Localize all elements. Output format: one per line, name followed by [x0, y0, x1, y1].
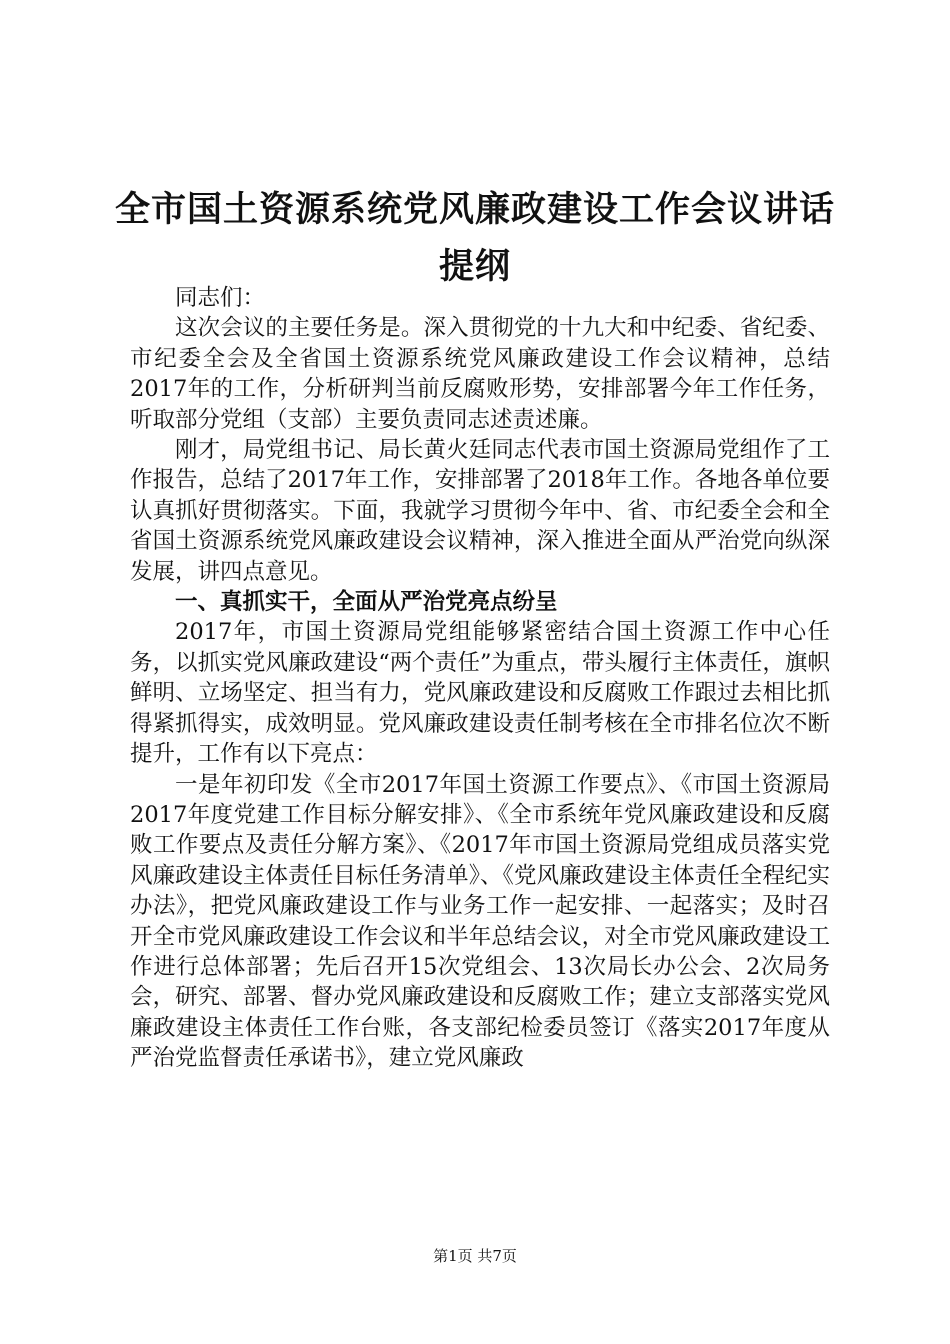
document-body [130, 283, 830, 1074]
page-footer: 第1页 共7页 [433, 1247, 517, 1265]
paragraph: 一是年初印发《全市2017年国土资源工作要点》、《市国土资源局2017年度党建工作目标分解安排》、《全市系统年党风廉政建设和反腐败工作要点及责任分解方案》、《2017年市国土资源局党组成员落实党风廉政建设主体责任目标任务清单》、《党风廉政建设主体责任全程纪实办法》，把党风廉政建设工作与业务工作一起安排、一起落实；及时召开全市党风廉政建设工作会议和半年总结会议，对全市党风廉政建设工作进行总体部署；先后召开15次党组会、13次局长办公会、2次局务会，研究、部署、督办党风廉政建设和反腐败工作；建立支部落实党风廉政建设主体责任工作台账，各支部纪检委员签订《落实2017年度从严治党监督责任承诺书》，建立党风廉政 [130, 771, 830, 1072]
paragraph: 刚才，局党组书记、局长黄火廷同志代表市国土资源局党组作了工作报告，总结了2017年工作，安排部署了2018年工作。各地各单位要认真抓好贯彻落实。下面，我就学习贯彻今年中、省、市纪委全会和全省国土资源系统党风廉政建设会议精神，深入推进全面从严治党向纵深发展，讲四点意见。 [130, 437, 830, 585]
paragraph: 这次会议的主要任务是。深入贯彻党的十九大和中纪委、省纪委、市纪委全会及全省国土资源系统党风廉政建设工作会议精神，总结2017年的工作，分析研判当前反腐败形势，安排部署今年工作任务，听取部分党组（支部）主要负责同志述责述廉。 [130, 315, 830, 433]
document-title-line-2: 提纲 [438, 247, 511, 287]
section-heading: 一、真抓实干，全面从严治党亮点纷呈 [175, 589, 558, 616]
paragraph: 2017年，市国土资源局党组能够紧密结合国土资源工作中心任务，以抓实党风廉政建设“两个责任”为重点，带头履行主体责任，旗帜鲜明、立场坚定、担当有力，党风廉政建设和反腐败工作跟过去相比抓得紧抓得实，成效明显。党风廉政建设责任制考核在全市排名位次不断提升，工作有以下亮点： [130, 619, 830, 768]
salutation: 同志们： [175, 285, 266, 311]
document-title-line-1: 全市国土资源系统党风廉政建设工作会议讲话 [114, 190, 835, 230]
